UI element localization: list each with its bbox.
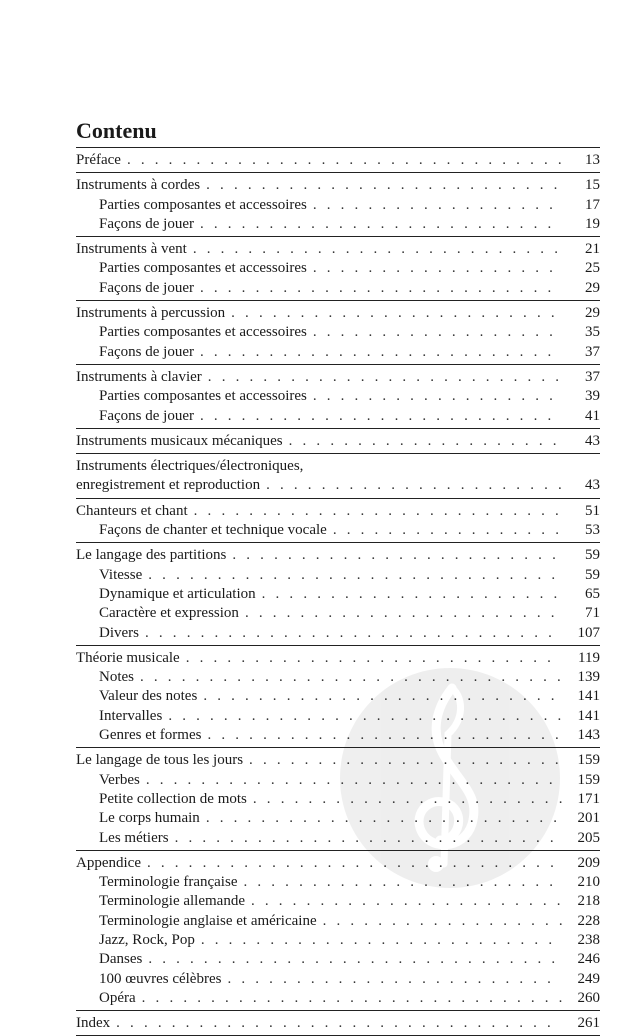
toc-entry-label: Façons de jouer: [99, 407, 194, 424]
toc-page-number: 201: [577, 810, 600, 827]
toc-subentry[interactable]: [76, 970, 600, 989]
page-title: Contenu: [76, 117, 600, 148]
toc-page-number: 37: [585, 343, 600, 360]
toc-sections: [76, 148, 600, 1036]
dot-leader: [148, 950, 562, 969]
toc-page-number: 141: [577, 688, 600, 705]
dot-leader: [245, 604, 562, 623]
toc-page-number: 205: [577, 829, 600, 846]
dot-leader: [231, 304, 562, 323]
toc-subentry[interactable]: [76, 892, 600, 911]
toc-subentry[interactable]: [76, 387, 600, 406]
toc-entry-label: Index: [76, 1015, 111, 1032]
toc-page-number: 65: [585, 585, 600, 602]
toc-section: [76, 454, 600, 499]
toc-subentry[interactable]: [76, 585, 600, 604]
dot-leader: [194, 502, 562, 521]
dot-leader: [148, 566, 562, 585]
toc-entry-label: enregistrement et reproduction: [76, 477, 261, 494]
toc-subentry[interactable]: [76, 687, 600, 706]
dot-leader: [313, 323, 562, 342]
toc-entry[interactable]: [76, 240, 600, 259]
toc-page-number: 29: [585, 305, 600, 322]
toc-entry[interactable]: [76, 649, 600, 668]
dot-leader: [266, 476, 562, 495]
toc-entry-label: Terminologie anglaise et américaine: [99, 912, 317, 929]
toc-entry-label: Façons de jouer: [99, 279, 194, 296]
toc-entry[interactable]: [76, 476, 600, 495]
dot-leader: [206, 176, 562, 195]
dot-leader: [147, 854, 562, 873]
toc-entry[interactable]: [76, 176, 600, 195]
dot-leader: [140, 668, 562, 687]
dot-leader: [262, 585, 562, 604]
toc-page-number: 25: [585, 260, 600, 277]
toc-subentry[interactable]: [76, 196, 600, 215]
toc-page-number: 119: [578, 649, 600, 666]
toc-subentry[interactable]: [76, 521, 600, 540]
toc-page-number: 228: [577, 912, 600, 929]
toc-entry-label: Instruments à percussion: [76, 305, 226, 322]
toc-section: [76, 851, 600, 1011]
toc-entry-label: Verbes: [99, 771, 140, 788]
toc-entry-label: Instruments électriques/électroniques,: [76, 458, 304, 475]
toc-entry[interactable]: [76, 751, 600, 770]
dot-leader: [206, 809, 562, 828]
toc-page-number: 107: [577, 624, 600, 641]
toc-entry-label: Instruments à vent: [76, 241, 187, 258]
toc-page-number: 246: [577, 951, 600, 968]
toc-page-number: 43: [585, 432, 600, 449]
toc-subentry[interactable]: [76, 343, 600, 362]
toc-subentry[interactable]: [76, 809, 600, 828]
toc-entry[interactable]: [76, 432, 600, 451]
toc-section: [76, 1011, 600, 1036]
toc-entry-label: Danses: [99, 951, 143, 968]
toc-entry-label: Les métiers: [99, 829, 169, 846]
toc-section: [76, 237, 600, 301]
toc-entry-label: Préface: [76, 152, 121, 168]
toc-page-number: 21: [585, 241, 600, 258]
toc-entry[interactable]: [76, 151, 600, 170]
toc-page-number: 210: [577, 874, 600, 891]
dot-leader: [313, 387, 562, 406]
toc-entry-label: Intervalles: [99, 707, 163, 724]
toc-subentry[interactable]: [76, 829, 600, 848]
toc-subentry[interactable]: [76, 259, 600, 278]
dot-leader: [313, 259, 562, 278]
toc-page-number: 159: [577, 752, 600, 769]
toc-entry-label: Façons de chanter et technique vocale: [99, 522, 327, 539]
toc-entry-label: Notes: [99, 669, 134, 686]
toc-entry-label: Chanteurs et chant: [76, 502, 188, 519]
toc-entry-label: Théorie musicale: [76, 649, 180, 666]
toc-entry[interactable]: [76, 368, 600, 387]
toc-page-number: 19: [585, 215, 600, 232]
dot-leader: [193, 240, 562, 259]
toc-page-number: 53: [585, 522, 600, 539]
toc-page-number: 159: [577, 771, 600, 788]
dot-leader: [116, 1014, 562, 1033]
toc-subentry[interactable]: [76, 279, 600, 298]
toc-page-number: 59: [585, 566, 600, 583]
toc-entry-label: Petite collection de mots: [99, 790, 247, 807]
dot-leader: [168, 707, 562, 726]
toc-page-number: 171: [577, 790, 600, 807]
dot-leader: [200, 343, 562, 362]
toc-entry-label: Terminologie française: [99, 874, 238, 891]
toc-entry-label: Le langage des partitions: [76, 547, 227, 564]
toc-page-number: 51: [585, 502, 600, 519]
toc-section: [76, 646, 600, 748]
dot-leader: [249, 751, 562, 770]
toc-subentry[interactable]: [76, 989, 600, 1008]
dot-leader: [208, 368, 562, 387]
dot-leader: [232, 546, 562, 565]
toc-subentry[interactable]: [76, 407, 600, 426]
toc-page-number: 209: [577, 854, 600, 871]
toc-entry-label: Terminologie allemande: [99, 893, 245, 910]
toc-entry-label: Valeur des notes: [99, 688, 198, 705]
toc-page-number: 139: [577, 669, 600, 686]
toc-page-number: 249: [577, 970, 600, 987]
toc-subentry[interactable]: [76, 726, 600, 745]
toc-page-number: 261: [577, 1015, 600, 1032]
dot-leader: [253, 790, 562, 809]
toc-subentry[interactable]: [76, 566, 600, 585]
dot-leader: [201, 931, 562, 950]
dot-leader: [127, 151, 562, 170]
dot-leader: [203, 687, 562, 706]
dot-leader: [186, 649, 562, 668]
toc-entry[interactable]: [76, 304, 600, 323]
toc-section: [76, 543, 600, 645]
toc-subentry[interactable]: [76, 790, 600, 809]
toc-subentry[interactable]: [76, 950, 600, 969]
dot-leader: [200, 279, 562, 298]
toc-page-number: 43: [585, 477, 600, 494]
toc-entry[interactable]: [76, 502, 600, 521]
toc-entry-label: Parties composantes et accessoires: [99, 196, 307, 213]
toc-page-number: 15: [585, 177, 600, 194]
toc-page-number: 17: [585, 196, 600, 213]
toc-entry-label: Parties composantes et accessoires: [99, 388, 307, 405]
toc-entry[interactable]: [76, 1014, 600, 1033]
dot-leader: [145, 624, 562, 643]
toc-page-number: 41: [585, 407, 600, 424]
toc-subentry[interactable]: [76, 215, 600, 234]
dot-leader: [313, 196, 562, 215]
toc-entry-label: Instruments à cordes: [76, 177, 201, 194]
toc-entry-label: Appendice: [76, 854, 141, 871]
dot-leader: [333, 521, 562, 540]
toc-entry-label: Caractère et expression: [99, 605, 239, 622]
toc-subentry[interactable]: [76, 668, 600, 687]
toc-entry[interactable]: [76, 546, 600, 565]
dot-leader: [142, 989, 562, 1008]
toc-entry-label: Vitesse: [99, 566, 143, 583]
toc-section: [76, 301, 600, 365]
dot-leader: [207, 726, 562, 745]
dot-leader: [175, 829, 562, 848]
toc-section: [76, 365, 600, 429]
toc-entry-label: Instruments à clavier: [76, 368, 202, 385]
toc-page-number: 59: [585, 547, 600, 564]
toc-subentry[interactable]: [76, 624, 600, 643]
toc-entry-label: Instruments musicaux mécaniques: [76, 432, 283, 449]
toc-entry-label: Divers: [99, 624, 139, 641]
toc-page-number: 29: [585, 279, 600, 296]
toc-entry-label: 100 œuvres célèbres: [99, 970, 222, 987]
toc-entry-label: Opéra: [99, 989, 136, 1006]
toc-subentry[interactable]: [76, 771, 600, 790]
toc-page-number: 218: [577, 893, 600, 910]
table-of-contents: [76, 117, 600, 1036]
toc-entry-label: Façons de jouer: [99, 215, 194, 232]
toc-entry-label: Parties composantes et accessoires: [99, 260, 307, 277]
toc-section: [76, 173, 600, 237]
toc-entry-label: Genres et formes: [99, 727, 202, 744]
toc-entry-label: Façons de jouer: [99, 343, 194, 360]
dot-leader: [289, 432, 562, 451]
toc-entry-label: Le corps humain: [99, 810, 200, 827]
dot-leader: [200, 215, 562, 234]
toc-entry-label: Dynamique et articulation: [99, 585, 256, 602]
toc-page-number: 35: [585, 324, 600, 341]
toc-page-number: 71: [585, 605, 600, 622]
dot-leader: [243, 873, 562, 892]
dot-leader: [200, 407, 562, 426]
dot-leader: [146, 771, 562, 790]
toc-page-number: 13: [585, 152, 600, 168]
toc-page-number: 260: [577, 989, 600, 1006]
dot-leader: [323, 912, 562, 931]
toc-subentry[interactable]: [76, 707, 600, 726]
toc-page-number: 143: [577, 727, 600, 744]
toc-entry[interactable]: [76, 854, 600, 873]
dot-leader: [227, 970, 562, 989]
toc-subentry[interactable]: [76, 931, 600, 950]
dot-leader: [251, 892, 562, 911]
toc-page-number: 238: [577, 931, 600, 948]
toc-subentry[interactable]: [76, 873, 600, 892]
toc-subentry[interactable]: [76, 604, 600, 623]
toc-section: [76, 499, 600, 544]
toc-section: [76, 429, 600, 454]
toc-subentry[interactable]: [76, 323, 600, 342]
toc-entry-label: Jazz, Rock, Pop: [99, 931, 195, 948]
toc-page-number: 37: [585, 368, 600, 385]
toc-page-number: 141: [577, 707, 600, 724]
toc-subentry[interactable]: [76, 912, 600, 931]
toc-entry-label: Parties composantes et accessoires: [99, 324, 307, 341]
toc-page-number: 39: [585, 388, 600, 405]
toc-entry-label: Le langage de tous les jours: [76, 752, 244, 769]
toc-section: [76, 748, 600, 850]
toc-section: [76, 148, 600, 173]
